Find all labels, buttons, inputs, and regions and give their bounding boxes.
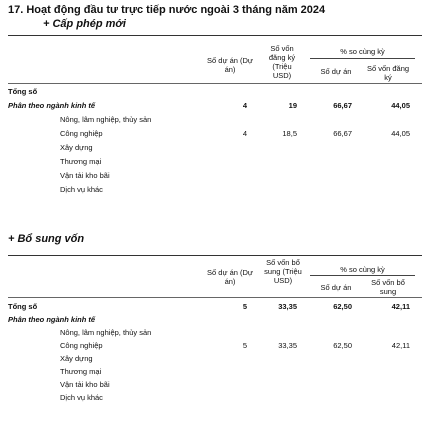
table-row (0, 171, 422, 184)
cell-pct-projects: 62,50 (333, 302, 352, 311)
col-header-capital: Số vốn bổ sung (Triệu USD) (264, 258, 302, 285)
col-header-capital: Số vốn đăng ký (Triệu USD) (268, 44, 296, 80)
row-label: Công nghiệp (60, 341, 103, 350)
col-header-projects: Số dự án (Dự án) (207, 56, 253, 74)
table-row (0, 129, 422, 142)
row-label: Thương mại (60, 367, 102, 376)
section2-header-rule (8, 297, 422, 298)
table-row (0, 393, 422, 406)
table-row (0, 101, 422, 114)
cell-pct-capital: 42,11 (391, 341, 410, 350)
table-row (0, 143, 422, 156)
col-header-pct-projects: Số dự án (320, 283, 352, 292)
table-row (0, 354, 422, 367)
row-label: Dịch vụ khác (60, 393, 103, 402)
col-header-pct-capital: Số vốn đăng ký (366, 64, 410, 82)
cell-pct-projects: 62,50 (333, 341, 352, 350)
row-label: Thương mại (60, 157, 102, 166)
section2-heading: + Bổ sung vốn (8, 233, 85, 245)
col-header-pct-group: % so cùng kỳ (340, 265, 385, 274)
table-row (0, 380, 422, 393)
table-row (0, 315, 422, 328)
cell-pct-projects: 66,67 (333, 101, 352, 110)
row-label: Xây dựng (60, 354, 93, 363)
table-row (0, 367, 422, 380)
cell-pct-projects: 66,67 (333, 129, 352, 138)
row-label: Phân theo ngành kinh tế (8, 315, 96, 324)
pct-group-underline (310, 275, 415, 276)
cell-projects: 4 (242, 129, 247, 138)
cell-capital: 19 (288, 101, 297, 110)
table-row (0, 87, 422, 100)
row-label: Tổng số (8, 302, 38, 311)
section2-top-rule (8, 255, 422, 256)
cell-capital: 18,5 (282, 129, 297, 138)
page-title: 17. Hoạt động đầu tư trực tiếp nước ngoài 3 tháng năm 2024 (8, 4, 326, 16)
row-label: Xây dựng (60, 143, 93, 152)
table-row (0, 115, 422, 128)
col-header-pct-capital: Số vốn bổ sung (371, 278, 405, 296)
col-header-pct-group: % so cùng kỳ (340, 47, 385, 56)
table-row (0, 302, 422, 315)
cell-projects: 5 (242, 341, 247, 350)
row-label: Phân theo ngành kinh tế (8, 101, 96, 110)
table-row (0, 185, 422, 198)
row-label: Vận tải kho bãi (60, 380, 110, 389)
table-row (0, 341, 422, 354)
cell-pct-capital: 44,05 (391, 101, 410, 110)
row-label: Nông, lâm nghiệp, thủy sản (60, 328, 152, 337)
section1-heading: + Cấp phép mới (43, 18, 126, 30)
cell-capital: 33,35 (278, 341, 297, 350)
cell-pct-capital: 42,11 (391, 302, 410, 311)
section1-header-rule (8, 83, 422, 84)
top-rule (8, 35, 422, 36)
cell-pct-capital: 44,05 (391, 129, 410, 138)
cell-capital: 33,35 (278, 302, 297, 311)
cell-projects: 5 (242, 302, 247, 311)
table-row (0, 328, 422, 341)
col-header-pct-projects: Số dự án (320, 67, 352, 76)
table-row (0, 157, 422, 170)
row-label: Vận tải kho bãi (60, 171, 110, 180)
row-label: Công nghiệp (60, 129, 103, 138)
pct-group-underline (310, 58, 415, 59)
cell-projects: 4 (242, 101, 247, 110)
col-header-projects: Số dự án (Dự án) (207, 268, 253, 286)
row-label: Dịch vụ khác (60, 185, 103, 194)
row-label: Tổng số (8, 87, 38, 96)
row-label: Nông, lâm nghiệp, thủy sản (60, 115, 152, 124)
